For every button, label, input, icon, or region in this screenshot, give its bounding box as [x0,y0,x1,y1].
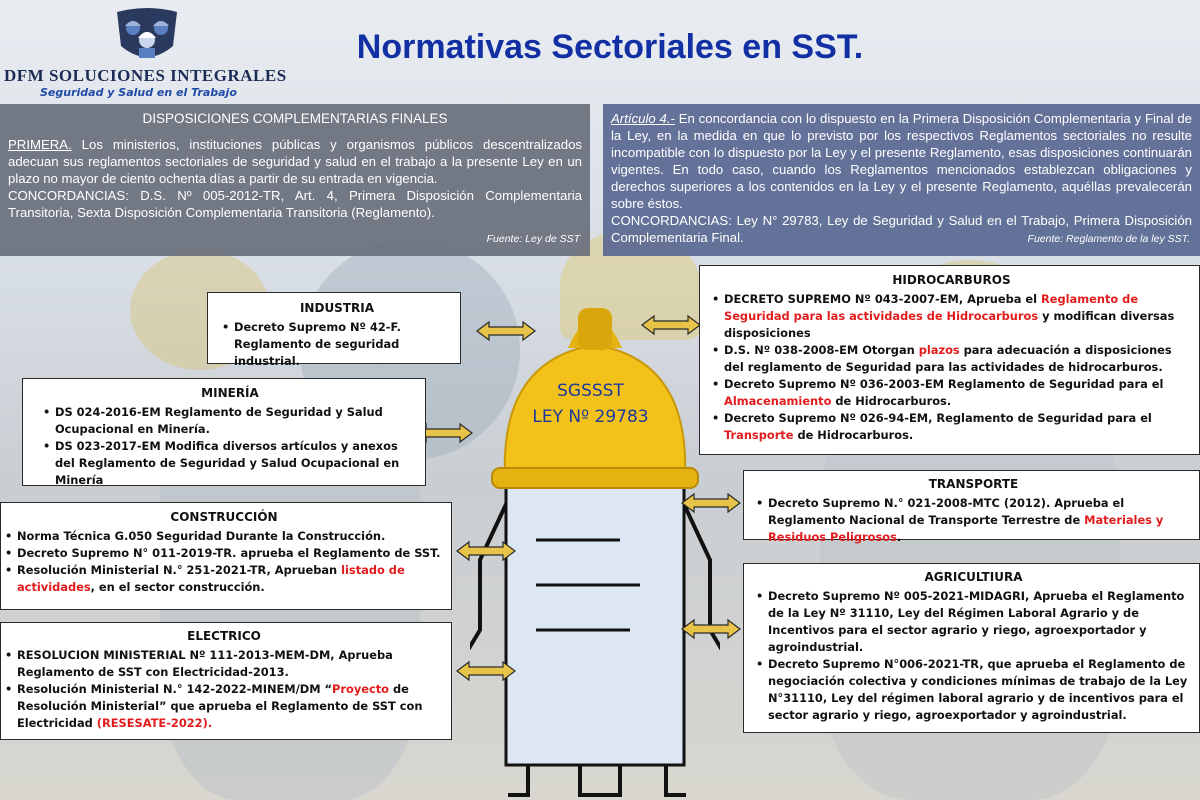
page-title: Normativas Sectoriales en SST. [356,28,864,66]
highlight-text: Materiales y Residuos Peligrosos [768,513,1164,544]
list-item: • RESOLUCION MINISTERIAL Nº 111-2013-MEM-DM, Aprueba Reglamento de SST con Electricidad-2013. [5,647,443,681]
box-title: AGRICULTIURA [924,570,1023,584]
item-text: de Resolución Ministerial” que aprueba el Reglamento de SST con Electricidad [17,682,423,730]
list-item [712,410,1191,444]
item-text: Resolución Ministerial N.° 142-2022-MINEM/DM “ [17,682,333,696]
item-text: de Hidrocarburos. [831,394,952,408]
panel-concordancias: CONCORDANCIAS: D.S. Nº 005-2012-TR, Art. 4, Primera Disposición Complementaria Transitoria, Sexta Disposición Complementaria Transitoria (Reglamento). [8,188,582,220]
helmet-line-2: LEY Nº 29783 [532,407,649,427]
company-tagline: Seguridad y Salud en el Trabajo [40,86,237,99]
box-title: HIDROCARBUROS [892,273,1011,287]
construccion-box [0,502,452,610]
list-item [5,681,443,732]
panel-text: Los ministerios, instituciones públicas y organismos públicos descentralizados adecuan sus reglamentos sectoriales de seguridad y salud en el trabajo a la presente Ley en un plazo no mayor de ciento ochenta días a partir de su entrada en vigencia. [8,137,582,186]
panel-source: Fuente: Ley de SST [486,233,580,245]
panel-heading: DISPOSICIONES COMPLEMENTARIAS FINALES [142,111,448,126]
company-name: DFM SOLUCIONES INTEGRALES [4,66,287,85]
panel-body [611,110,1192,246]
highlight-text: Almacenamiento [724,394,832,408]
panel-concordancias: CONCORDANCIAS: Ley N° 29783, Ley de Seguridad y Salud en el Trabajo, Primera Disposición Complementaria Final. [611,213,1192,245]
list-item: • DS 024-2016-EM Reglamento de Seguridad y Salud Ocupacional en Minería. [43,404,417,438]
electrico-box [0,622,452,740]
item-text: Decreto Supremo Nº 026-94-EM, Reglamento de Seguridad para el [724,411,1152,425]
shield-workers-icon [113,6,181,68]
panel-text: En concordancia con lo dispuesto en la Primera Disposición Complementaria y Final de la Ley, en la medida en que lo previsto por los respectivos Reglamentos sectoriales no resulte incompatible con lo dispuesto por la Ley y el presente Reglamento, esas disposiciones continuarán vigentes. En todo caso, cuando los Reglamentos mencionados establezcan obligaciones y derechos superiores a los contenidos en la Ley y el presente Reglamento, aquéllas prevalecerán sobre éstos. [611,111,1192,211]
item-text: Reglamento de seguridad industrial. [234,337,400,368]
list-item: • Decreto Supremo Nº 005-2021-MIDAGRI, Aprueba el Reglamento de la Ley Nº 31110, Ley del Régimen Laboral Agrario y de Incentivos para el sector agrario y riego, agroexportador y agroindustrial. [756,588,1191,656]
item-text: de Hidrocarburos. [793,428,914,442]
item-text: DECRETO SUPREMO Nº 043-2007-EM, Aprueba el [724,292,1041,306]
helmet-label [503,378,678,430]
double-arrow-icon [680,618,742,640]
industria-box [207,292,461,368]
list-item [712,376,1191,410]
list-item: • Decreto Supremo N°006-2021-TR, que aprueba el Reglamento de negociación colectiva y condiciones mínimas de trabajo de la Ley N°31110, Ley del régimen laboral agrario y de incentivos para el sector agrario y riego, agroexportador y agroindustrial. [756,656,1191,724]
disposiciones-panel [0,104,590,256]
list-item [222,319,452,370]
highlight-text: (RESESATE-2022). [96,716,213,730]
item-text: Decreto Supremo Nº 42-F. [234,320,401,334]
list-item: • DS 023-2017-EM Modifica diversos artículos y anexos del Reglamento de Seguridad y Salud Ocupacional en Minería [43,438,417,489]
item-text: D.S. Nº 038-2008-EM Otorgan [724,343,919,357]
double-arrow-icon [475,320,537,342]
item-text: y modifican diversas disposiciones [724,309,1175,340]
hidrocarburos-box [699,265,1200,455]
panel-source: Fuente: Reglamento de la ley SST. [1027,233,1190,245]
highlight-text: Proyecto [332,682,390,696]
item-text: Resolución Ministerial N.° 251-2021-TR, Aprueban [17,563,342,577]
item-text: Decreto Supremo N.° 021-2008-MTC (2012). Aprueba el Reglamento Nacional de Transporte Terrestre de [768,496,1125,527]
highlight-text: listado de actividades [17,563,405,594]
item-text: para adecuación a disposiciones del reglamento de Seguridad para las actividades de hidrocarburos. [724,343,1172,374]
double-arrow-icon [455,660,517,682]
panel-lead: PRIMERA. [8,137,72,152]
double-arrow-icon [640,314,702,336]
item-text: , en el sector construcción. [90,580,265,594]
box-title: INDUSTRIA [299,301,375,315]
box-title: ELECTRICO [187,629,261,643]
company-logo [0,0,300,102]
list-item: • Decreto Supremo N° 011-2019-TR. aprueba el Reglamento de SST. [5,545,443,562]
panel-body [8,136,582,221]
list-item [712,291,1191,342]
list-item [756,495,1191,546]
mineria-box [22,378,426,486]
double-arrow-icon [680,492,742,514]
item-text: . [896,530,902,544]
list-item [5,562,443,596]
list-item [712,342,1191,376]
box-title: CONSTRUCCIÓN [170,510,278,524]
highlight-text: Reglamento de Seguridad para las actividades de Hidrocarburos [724,292,1139,323]
highlight-text: plazos [918,343,960,357]
articulo-panel [603,104,1200,256]
panel-lead: Artículo 4.- [611,111,675,126]
highlight-text: Transporte [724,428,794,442]
item-text: Decreto Supremo Nº 036-2003-EM Reglamento de Seguridad para el [724,377,1164,391]
helmet-line-1: SGSSST [557,381,624,401]
box-title: TRANSPORTE [928,477,1019,491]
double-arrow-icon [455,540,517,562]
transporte-box [743,470,1200,544]
list-item: • Norma Técnica G.050 Seguridad Durante la Construcción. [5,528,443,545]
agricultura-box [743,563,1200,733]
box-title: MINERÍA [201,386,259,400]
